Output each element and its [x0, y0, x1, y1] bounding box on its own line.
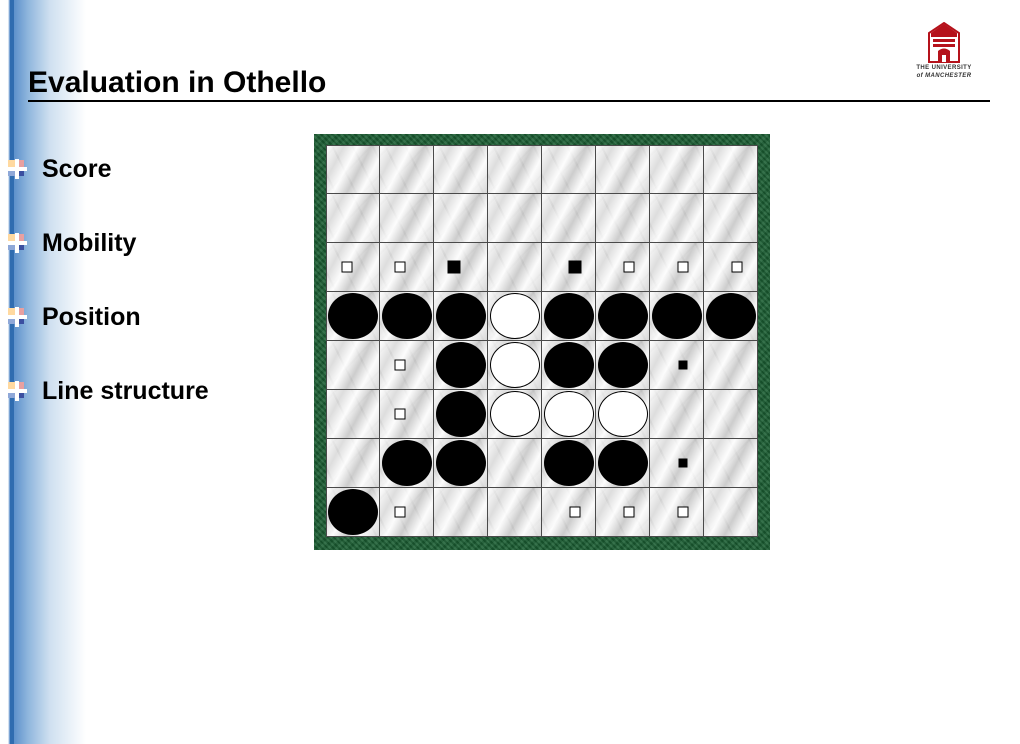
list-item: [8, 152, 111, 186]
list-item: [8, 374, 209, 408]
othello-grid: [326, 145, 758, 537]
board-square-r7-c3[interactable]: [488, 488, 542, 537]
board-square-r5-c2[interactable]: [434, 390, 488, 439]
othello-board: [314, 134, 770, 550]
board-square-r7-c1[interactable]: [380, 488, 434, 537]
board-square-r5-c4[interactable]: [542, 390, 596, 439]
board-square-r3-c5[interactable]: [596, 292, 650, 341]
logo-line-2: of MANCHESTER: [916, 73, 972, 79]
board-square-r3-c7[interactable]: [704, 292, 758, 341]
board-square-r7-c4[interactable]: [542, 488, 596, 537]
open-move-marker: [395, 262, 406, 273]
board-square-r1-c7[interactable]: [704, 194, 758, 243]
board-square-r4-c7[interactable]: [704, 341, 758, 390]
board-square-r6-c3[interactable]: [488, 439, 542, 488]
black-disc: [382, 293, 432, 339]
board-square-r2-c4[interactable]: [542, 243, 596, 292]
board-square-r3-c6[interactable]: [650, 292, 704, 341]
logo-line-1: THE UNIVERSITY: [916, 65, 972, 71]
small-filled-marker: [678, 361, 687, 370]
open-move-marker: [341, 262, 352, 273]
open-move-marker: [395, 360, 406, 371]
filled-move-marker: [568, 261, 581, 274]
board-square-r6-c0[interactable]: [326, 439, 380, 488]
open-move-marker: [623, 262, 634, 273]
open-move-marker: [623, 507, 634, 518]
pinwheel-bullet-icon: [8, 234, 26, 252]
black-disc: [436, 440, 486, 486]
university-shield-icon: [924, 22, 964, 64]
black-disc: [436, 342, 486, 388]
white-disc: [598, 391, 648, 437]
board-square-r4-c3[interactable]: [488, 341, 542, 390]
board-square-r7-c5[interactable]: [596, 488, 650, 537]
board-square-r4-c4[interactable]: [542, 341, 596, 390]
open-move-marker: [395, 507, 406, 518]
list-item: [8, 226, 136, 260]
board-square-r6-c7[interactable]: [704, 439, 758, 488]
open-move-marker: [677, 507, 688, 518]
board-square-r6-c2[interactable]: [434, 439, 488, 488]
black-disc: [544, 293, 594, 339]
black-disc: [328, 293, 378, 339]
board-square-r2-c1[interactable]: [380, 243, 434, 292]
board-square-r6-c4[interactable]: [542, 439, 596, 488]
black-disc: [382, 440, 432, 486]
board-square-r1-c3[interactable]: [488, 194, 542, 243]
slide-left-accent-bar: [0, 0, 88, 744]
black-disc: [328, 489, 378, 535]
board-square-r6-c1[interactable]: [380, 439, 434, 488]
board-square-r4-c5[interactable]: [596, 341, 650, 390]
board-square-r5-c1[interactable]: [380, 390, 434, 439]
board-square-r2-c6[interactable]: [650, 243, 704, 292]
board-square-r1-c0[interactable]: [326, 194, 380, 243]
board-square-r4-c1[interactable]: [380, 341, 434, 390]
filled-move-marker: [448, 261, 461, 274]
open-move-marker: [731, 262, 742, 273]
open-move-marker: [395, 409, 406, 420]
bullet-label-line-structure: Line structure: [42, 376, 209, 405]
pinwheel-bullet-icon: [8, 308, 26, 326]
board-square-r0-c4[interactable]: [542, 145, 596, 194]
board-square-r2-c7[interactable]: [704, 243, 758, 292]
board-square-r3-c0[interactable]: [326, 292, 380, 341]
black-disc: [544, 440, 594, 486]
board-square-r5-c0[interactable]: [326, 390, 380, 439]
board-square-r7-c6[interactable]: [650, 488, 704, 537]
white-disc: [490, 342, 540, 388]
bullet-label-position: Position: [42, 302, 141, 331]
board-square-r1-c6[interactable]: [650, 194, 704, 243]
small-filled-marker: [678, 459, 687, 468]
open-move-marker: [569, 507, 580, 518]
board-square-r1-c5[interactable]: [596, 194, 650, 243]
board-square-r7-c0[interactable]: [326, 488, 380, 537]
black-disc: [544, 342, 594, 388]
board-square-r6-c5[interactable]: [596, 439, 650, 488]
board-square-r5-c6[interactable]: [650, 390, 704, 439]
board-square-r7-c7[interactable]: [704, 488, 758, 537]
board-square-r0-c7[interactable]: [704, 145, 758, 194]
board-square-r0-c0[interactable]: [326, 145, 380, 194]
board-square-r5-c5[interactable]: [596, 390, 650, 439]
board-square-r1-c4[interactable]: [542, 194, 596, 243]
title-underline: [28, 100, 990, 102]
board-square-r3-c3[interactable]: [488, 292, 542, 341]
white-disc: [544, 391, 594, 437]
board-square-r5-c3[interactable]: [488, 390, 542, 439]
board-square-r0-c1[interactable]: [380, 145, 434, 194]
board-square-r2-c2[interactable]: [434, 243, 488, 292]
board-square-r0-c3[interactable]: [488, 145, 542, 194]
board-square-r6-c6[interactable]: [650, 439, 704, 488]
board-square-r2-c0[interactable]: [326, 243, 380, 292]
board-square-r5-c7[interactable]: [704, 390, 758, 439]
board-square-r4-c0[interactable]: [326, 341, 380, 390]
board-square-r0-c6[interactable]: [650, 145, 704, 194]
white-disc: [490, 391, 540, 437]
university-logo: [890, 22, 998, 84]
page-title: Evaluation in Othello: [28, 66, 327, 99]
white-disc: [490, 293, 540, 339]
black-disc: [652, 293, 702, 339]
bullet-label-score: Score: [42, 154, 112, 183]
board-square-r2-c3[interactable]: [488, 243, 542, 292]
black-disc: [436, 293, 486, 339]
black-disc: [436, 391, 486, 437]
bullet-label-mobility: Mobility: [42, 228, 137, 257]
board-square-r0-c5[interactable]: [596, 145, 650, 194]
board-square-r3-c2[interactable]: [434, 292, 488, 341]
black-disc: [598, 440, 648, 486]
board-square-r4-c6[interactable]: [650, 341, 704, 390]
board-square-r7-c2[interactable]: [434, 488, 488, 537]
pinwheel-bullet-icon: [8, 382, 26, 400]
board-square-r1-c1[interactable]: [380, 194, 434, 243]
open-move-marker: [677, 262, 688, 273]
list-item: [8, 300, 141, 334]
black-disc: [598, 342, 648, 388]
board-square-r0-c2[interactable]: [434, 145, 488, 194]
board-square-r3-c4[interactable]: [542, 292, 596, 341]
board-square-r4-c2[interactable]: [434, 341, 488, 390]
accent-stripe: [10, 0, 14, 744]
black-disc: [706, 293, 756, 339]
black-disc: [598, 293, 648, 339]
board-square-r1-c2[interactable]: [434, 194, 488, 243]
pinwheel-bullet-icon: [8, 160, 26, 178]
board-square-r3-c1[interactable]: [380, 292, 434, 341]
board-square-r2-c5[interactable]: [596, 243, 650, 292]
